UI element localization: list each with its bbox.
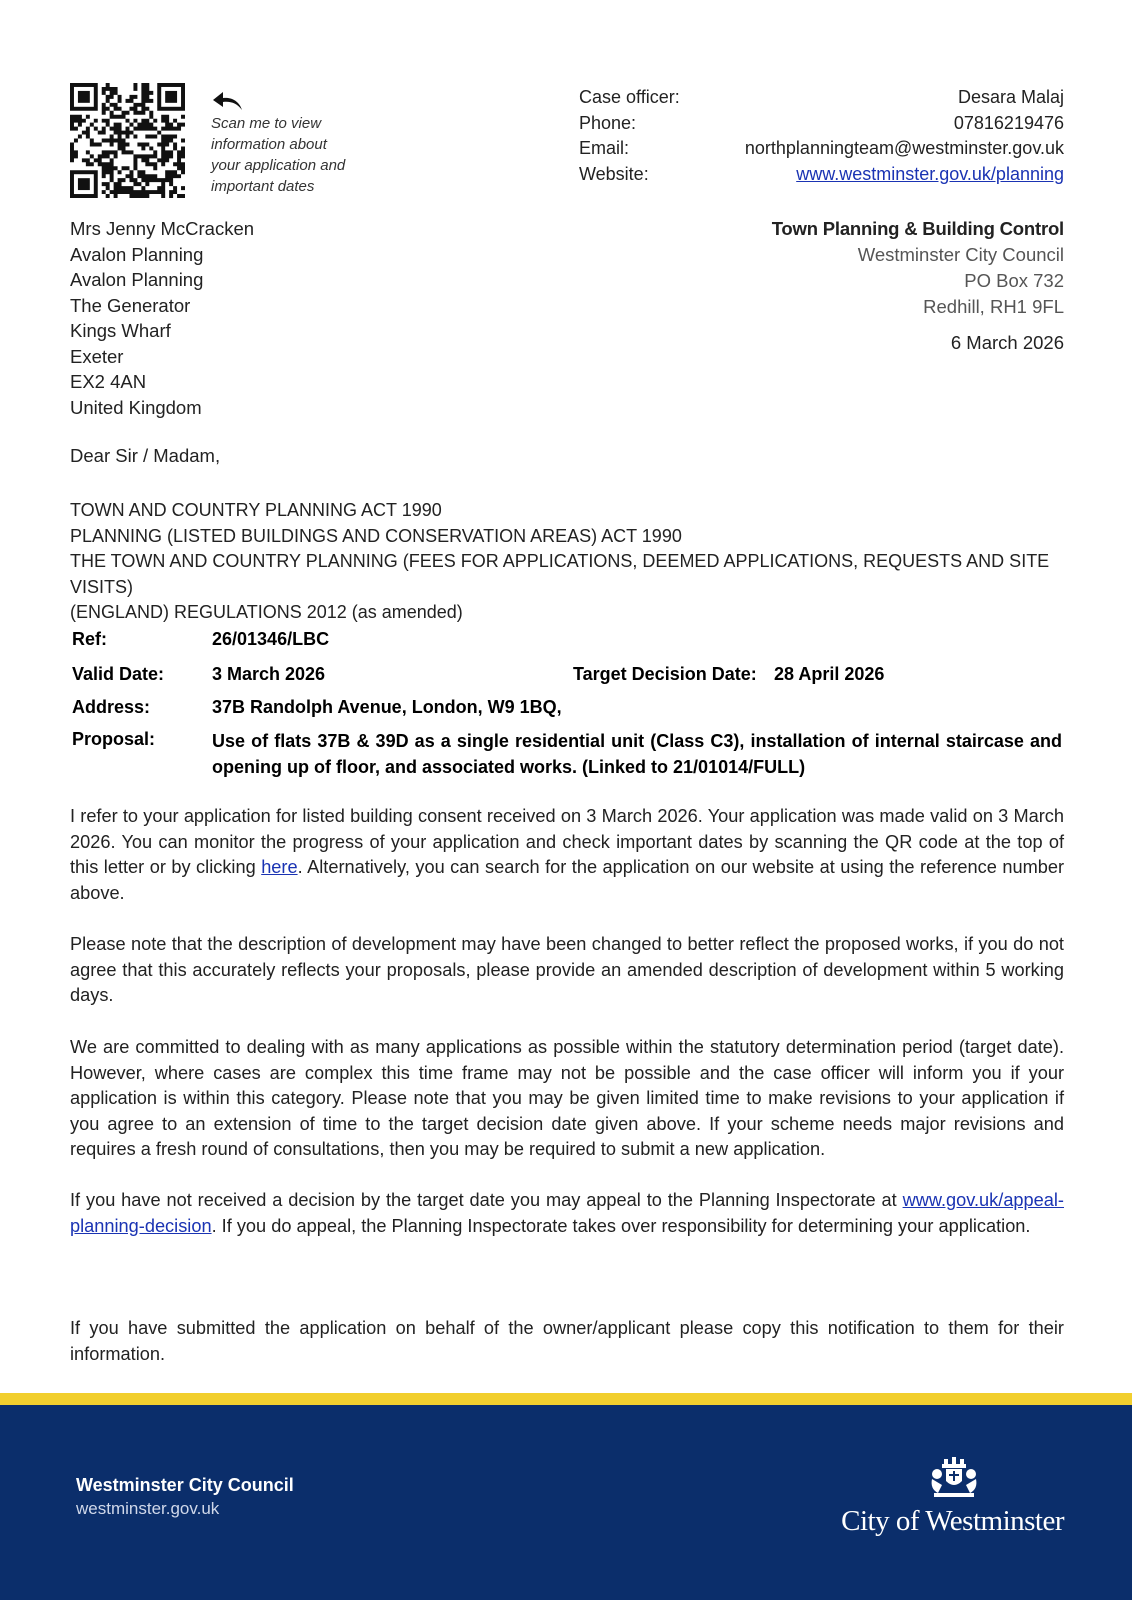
case-officer-value: Desara Malaj (957, 87, 1064, 107)
paragraph-4 (70, 1188, 1064, 1239)
qr-caption-line: your application and (211, 157, 346, 174)
addressee-line: Avalon Planning (70, 243, 204, 265)
footer-council-name: Westminster City Council (76, 1475, 294, 1495)
qr-caption-line: information about (211, 136, 327, 153)
addressee-line: Mrs Jenny McCracken (70, 218, 255, 239)
here-link[interactable]: here (261, 857, 298, 877)
qr-caption-line: important dates (211, 178, 315, 195)
westminster-crest-icon (926, 1457, 982, 1501)
contact-row-email (579, 136, 1064, 162)
addressee-line: EX2 4AN (70, 371, 147, 392)
ref-label: Ref: (72, 629, 107, 649)
proposal-value: Use of flats 37B & 39D as a single residential unit (Class C3), installation of internal staircase and opening up of floor, and associated works. (Linked to 21/01014/FULL) (212, 731, 1062, 777)
salutation: Dear Sir / Madam, (70, 445, 221, 466)
paragraph-1 (70, 804, 1064, 906)
qr-code-icon[interactable] (70, 83, 185, 198)
appeal-link[interactable]: www.gov.uk/appeal-planning-decision (70, 1190, 1064, 1236)
legislation-list (70, 498, 1070, 626)
sender-line: PO Box 732 (964, 270, 1064, 291)
proposal-label: Proposal: (72, 729, 156, 749)
sender-block (772, 216, 1064, 320)
phone-value: 07816219476 (953, 112, 1064, 133)
contact-row-phone (579, 111, 1064, 137)
case-officer-label: Case officer: (579, 87, 680, 107)
valid-date-value: 3 March 2026 (212, 664, 326, 684)
valid-date-label: Valid Date: (72, 664, 165, 684)
letter-date: 6 March 2026 (950, 332, 1064, 353)
footer-blue-band (0, 1405, 1132, 1600)
footer-banner (0, 1393, 1132, 1600)
addressee-line: United Kingdom (70, 396, 202, 418)
website-label: Website: (579, 163, 649, 184)
addressee-block (70, 216, 254, 420)
paragraph-text: I refer to your application for listed building consent received on 3 March 2026. Your application was made valid on 3 March 2026. You can monitor the progress of your application and check important dates by scanning the QR code at the top of this letter or by clicking (70, 806, 1064, 877)
paragraph-text: If you have not received a decision by the target date you may appeal to the Planning Inspectorate at (70, 1190, 903, 1210)
addressee-line: The Generator (70, 294, 191, 316)
footer-url: westminster.gov.uk (76, 1499, 220, 1518)
website-link[interactable]: www.westminster.gov.uk/planning (796, 163, 1064, 184)
act-line: THE TOWN AND COUNTRY PLANNING (FEES FOR APPLICATIONS, DEEMED APPLICATIONS, REQUESTS AND SITE VISITS) (70, 551, 1050, 597)
addressee-line: Avalon Planning (70, 269, 204, 290)
footer-yellow-band (0, 1393, 1132, 1405)
target-date-label: Target Decision Date: (573, 664, 757, 684)
addressee-line: Kings Wharf (70, 320, 171, 341)
sender-org: Town Planning & Building Control (771, 218, 1064, 239)
paragraph-2: Please note that the description of development may have been changed to better reflect the proposed works, if you do not agree that this accurately reflects your proposals, please provide an amended description of development within 5 working days. (70, 934, 1064, 1005)
paragraph-text: . If you do appeal, the Planning Inspectorate takes over responsibility for determining your application. (211, 1215, 1031, 1236)
addressee-line: Exeter (70, 345, 124, 367)
email-label: Email: (579, 138, 630, 158)
ref-value: 26/01346/LBC (212, 629, 330, 649)
qr-caption (211, 113, 361, 197)
act-line: (ENGLAND) REGULATIONS 2012 (as amended) (70, 602, 463, 622)
contact-row-case-officer (579, 85, 1064, 111)
sender-line: Redhill, RH1 9FL (923, 296, 1064, 317)
paragraph-5: If you have submitted the application on behalf of the owner/applicant please copy this notification to them for their information. (70, 1318, 1064, 1364)
contact-row-website (579, 162, 1064, 188)
address-label: Address: (72, 697, 151, 717)
act-line: TOWN AND COUNTRY PLANNING ACT 1990 (70, 500, 442, 520)
footer-city-logotype: City of Westminster (841, 1505, 1064, 1537)
sender-line: Westminster City Council (857, 244, 1064, 265)
paragraph-3: We are committed to dealing with as many applications as possible within the statutory determination period (target date). However, where cases are complex this time frame may not be possible and the case officer will inform you if your application is within this category. Please note that you may be given limited time to make revisions to your application if you agree to an extension of time to the target decision date given above. If your scheme needs major revisions and requires a fresh round of consultations, then you may be required to submit a new application. (70, 1037, 1064, 1159)
email-value: northplanningteam@westminster.gov.uk (744, 138, 1064, 158)
phone-label: Phone: (579, 112, 637, 133)
qr-caption-line: Scan me to view (211, 115, 322, 132)
act-line: PLANNING (LISTED BUILDINGS AND CONSERVATION AREAS) ACT 1990 (70, 525, 682, 546)
contact-block (579, 85, 1064, 187)
curved-arrow-icon (212, 90, 244, 112)
address-value: 37B Randolph Avenue, London, W9 1BQ, (212, 697, 562, 717)
target-date-value: 28 April 2026 (774, 664, 885, 684)
paragraph-text: . Alternatively, you can search for the application on our website at using the reference number above. (70, 857, 1065, 903)
